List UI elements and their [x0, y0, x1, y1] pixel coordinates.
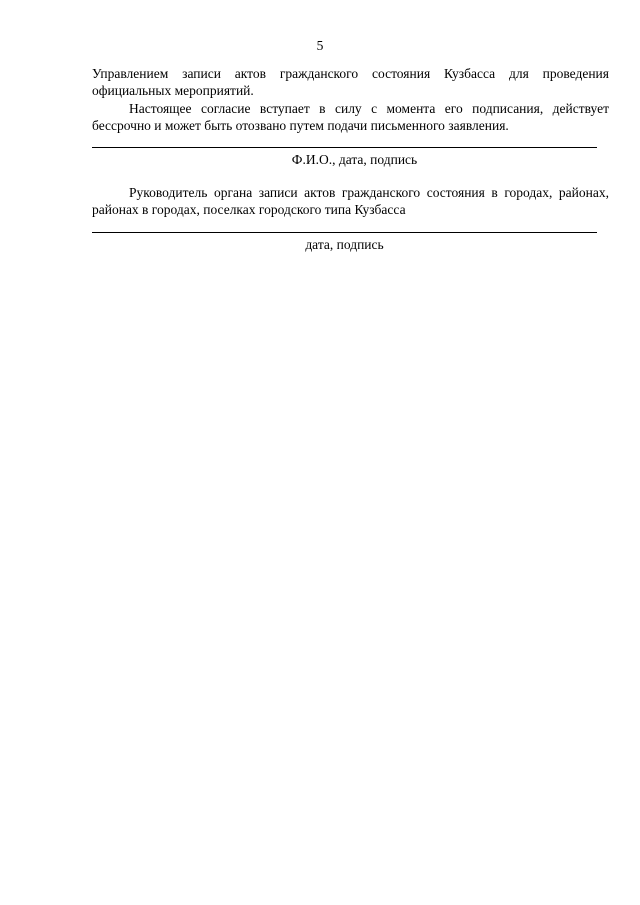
paragraph-consent-validity: Настоящее согласие вступает в силу с момента его подписания, действует бессрочно и может быть отозвано путем подачи письменного заявления. [92, 101, 609, 133]
signature-caption-head: дата, подпись [305, 237, 384, 252]
signature-line-consent [92, 147, 597, 148]
paragraph-registry-head: Руководитель органа записи актов гражданского состояния в городах, районах, районах в городах, поселках городского типа Кузбасса [92, 185, 609, 217]
signature-caption-consent: Ф.И.О., дата, подпись [291, 152, 418, 167]
paragraph-continuation: Управлением записи актов гражданского состояния Кузбасса для проведения официальных мероприятий. [92, 66, 609, 98]
signature-line-head [92, 232, 597, 233]
page-number: 5 [316, 38, 324, 53]
